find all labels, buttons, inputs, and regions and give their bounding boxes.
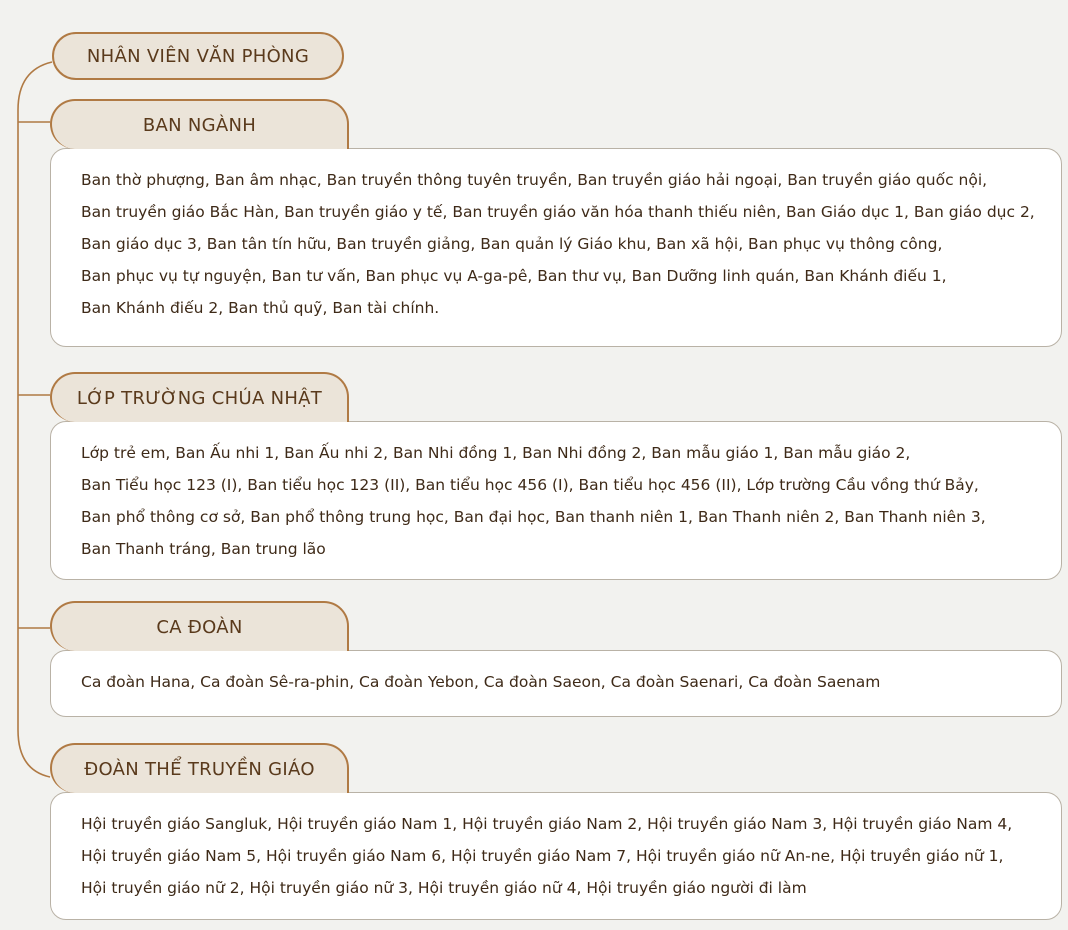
- section-title: LỚP TRƯỜNG CHÚA NHẬT: [76, 387, 323, 409]
- text-line: Ban phổ thông cơ sở, Ban phổ thông trung học, Ban đại học, Ban thanh niên 1, Ban Thanh niên 2, Ban Thanh niên 3,: [81, 508, 986, 526]
- section-tab-lop-truong-chua-nhat: [50, 372, 349, 422]
- section-title: ĐOÀN THỂ TRUYỀN GIÁO: [84, 758, 315, 780]
- root-label: NHÂN VIÊN VĂN PHÒNG: [86, 45, 310, 67]
- text-line: Hội truyền giáo Sangluk, Hội truyền giáo Nam 1, Hội truyền giáo Nam 2, Hội truyền giáo Nam 3, Hội truyền giáo Nam 4,: [81, 815, 1013, 833]
- text-line: Ban Tiểu học 123 (I), Ban tiểu học 123 (II), Ban tiểu học 456 (I), Ban tiểu học 456 (II), Lớp trường Cầu vồng thứ Bảy,: [81, 476, 979, 494]
- text-line: Ban truyền giáo Bắc Hàn, Ban truyền giáo y tế, Ban truyền giáo văn hóa thanh thiếu niên, Ban Giáo dục 1, Ban giáo dục 2,: [81, 203, 1035, 221]
- text-line: Hội truyền giáo nữ 2, Hội truyền giáo nữ 3, Hội truyền giáo nữ 4, Hội truyền giáo người đi làm: [81, 879, 807, 897]
- section-title: BAN NGÀNH: [142, 114, 257, 136]
- section-tab-ca-doan: [50, 601, 349, 651]
- text-line: Ban Khánh điếu 2, Ban thủ quỹ, Ban tài chính.: [81, 299, 440, 317]
- section-box-ban-nganh: [50, 148, 1062, 347]
- text-line: Ban giáo dục 3, Ban tân tín hữu, Ban truyền giảng, Ban quản lý Giáo khu, Ban xã hội, Ban phục vụ thông công,: [81, 235, 943, 253]
- root-node: [52, 32, 344, 80]
- text-line: Ca đoàn Hana, Ca đoàn Sê-ra-phin, Ca đoàn Yebon, Ca đoàn Saeon, Ca đoàn Saenari, Ca đoàn Saenam: [81, 673, 881, 691]
- text-line: Ban thờ phượng, Ban âm nhạc, Ban truyền thông tuyên truyền, Ban truyền giáo hải ngoại, Ban truyền giáo quốc nội,: [81, 171, 988, 189]
- text-line: Ban phục vụ tự nguyện, Ban tư vấn, Ban phục vụ A-ga-pê, Ban thư vụ, Ban Dưỡng linh quán, Ban Khánh điếu 1,: [81, 267, 947, 285]
- text-line: Ban Thanh tráng, Ban trung lão: [81, 540, 326, 558]
- section-box-lop-truong-chua-nhat: [50, 421, 1062, 580]
- section-box-ca-doan: [50, 650, 1062, 717]
- section-title: CA ĐOÀN: [156, 616, 243, 638]
- section-tab-ban-nganh: [50, 99, 349, 149]
- section-tab-doan-the-truyen-giao: [50, 743, 349, 793]
- text-line: Lớp trẻ em, Ban Ấu nhi 1, Ban Ấu nhi 2, Ban Nhi đồng 1, Ban Nhi đồng 2, Ban mẫu giáo 1, Ban mẫu giáo 2,: [81, 444, 911, 462]
- section-box-doan-the-truyen-giao: [50, 792, 1062, 920]
- text-line: Hội truyền giáo Nam 5, Hội truyền giáo Nam 6, Hội truyền giáo Nam 7, Hội truyền giáo nữ An-ne, Hội truyền giáo nữ 1,: [81, 847, 1004, 865]
